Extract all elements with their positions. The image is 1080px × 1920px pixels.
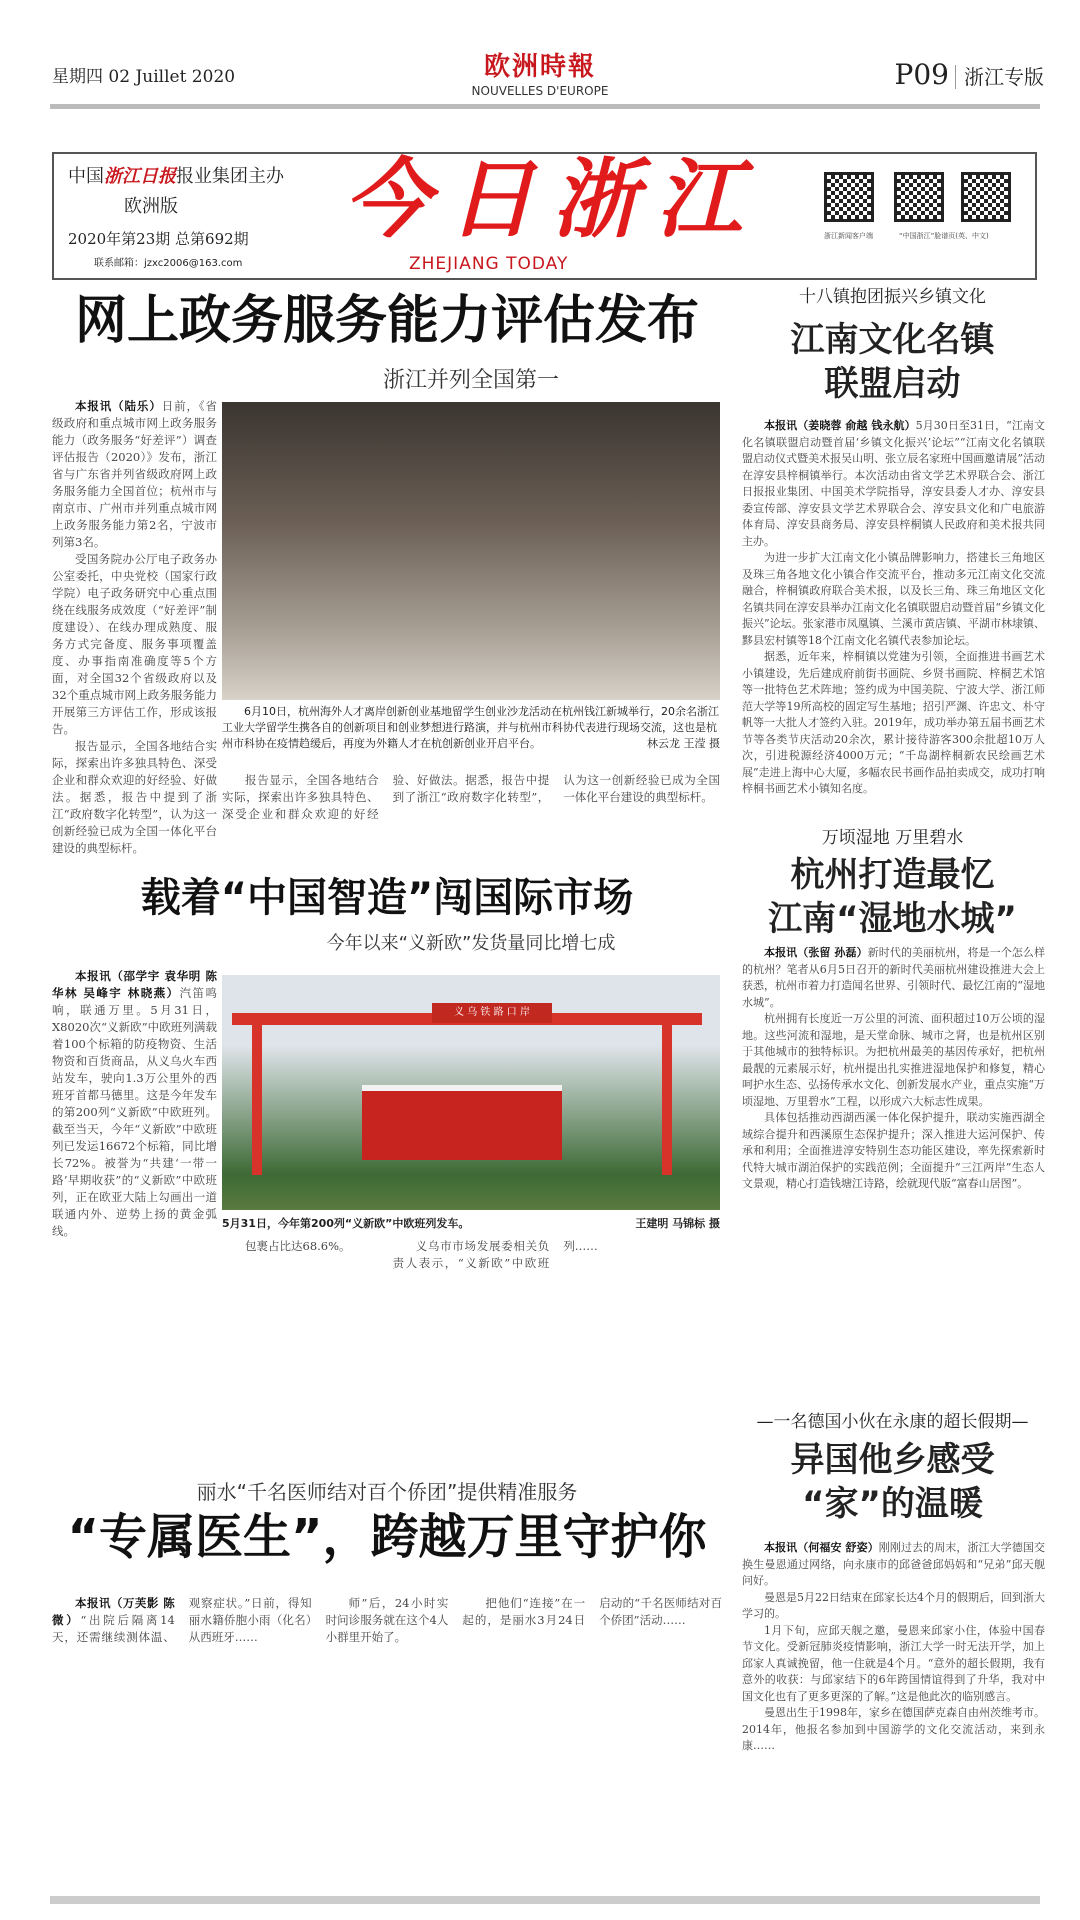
- qr-code-icon: [824, 172, 874, 222]
- right3-kicker: —一名德国小伙在永康的超长假期—: [756, 1412, 1029, 1432]
- right1-kicker: 十八镇抱团振兴乡镇文化: [799, 287, 986, 307]
- story2-headline: 载着“中国智造”闯国际市场: [140, 875, 634, 921]
- story1-caption: 6月10日，杭州海外人才离岸创新创业基地留学生创业沙龙活动在杭州钱江新城举行，20余名浙江工业大学留学生携各自的创新项目和创业梦想进行路演，并与杭州市科协代表进行现场交流，这也是杭州市科协在疫情趋缓后，再度为外籍人才在杭创新创业开启平台。 林云龙 王滢 摄: [222, 705, 720, 750]
- crane-leg: [252, 1025, 262, 1175]
- story1-subhead: 浙江并列全国第一: [382, 368, 559, 393]
- story1-photo: [222, 402, 720, 700]
- issue-date: 星期四 02 Juillet 2020: [52, 67, 236, 87]
- right2-body: 本报讯（张留 孙磊）新时代的美丽杭州，将是一个怎么样的杭州？笔者从6月5日召开的新时代美丽杭州建设推进大会上获悉，杭州市着力打造闻名世界、引领时代、最忆江南的“湿地水城”。 杭州拥有长度近一万公里的河流、面积超过10万公顷的湿地。这些河流和湿地，是天堂命脉、城市之肾，也是杭州区别于其他城市的独特标识。为把杭州最美的基因传承好，把杭州最靓的元素展示好，杭州提出扎实推进湿地保护和修复，精心呵护水生态、弘扬传承水文化、创新发展水产业，重点实施“万顷湿地、万里碧水”工程，以形成六大标志性成果。 具体包括推动西湖西溪一体化保护提升，联动实施西湖全域综合提升和西溪原生态保护提升；深入推进大运河保护、传承和利用；全面推进淳安特别生态功能区建设，率先探索新时代特大城市湖泊保护的实践范例；全面提升“三江两岸”生态人文景观，精心打造钱塘江诗路，绘就现代版“富春山居图”。: [742, 946, 1045, 1190]
- right1-headline: 江南文化名镇 联盟启动: [790, 320, 995, 404]
- story1-body-continued: 报告显示，全国各地结合实际，探索出许多独具特色、深受企业和群众欢迎的好经验、好做法。据悉，报告中提到了浙江“政府数字化转型”，认为这一创新经验已成为全国一体化平台建设的典型标杆。: [222, 773, 720, 821]
- masthead-title: 今日浙江: [344, 149, 760, 250]
- story2-body: 本报讯（邵学宇 袁华明 陈华林 吴峰宇 林晓燕）汽笛鸣响，联通万里。5月31日，X8020次“义新欧”中欧班列满载着100个标箱的防疫物资、生活物资和百货商品，从义乌火车西站发车，驶向1.3万公里外的西班牙首都马德里。这是今年发车的第200列“义新欧”中欧班列。截至当天，今年“义新欧”中欧班列已发运16672个标箱，同比增长72%。被誉为“共建‘一带一路’早期收获”的“义新欧”中欧班列，正在欧亚大陆上勾画出一道联通内外、逆势上扬的黄金弧线。: [52, 969, 217, 1238]
- story2-caption: 5月31日，今年第200列“义新欧”中欧班列发车。 王建明 马锦标 摄: [222, 1217, 720, 1230]
- right3-headline: 异国他乡感受 “家”的温暖: [790, 1440, 995, 1524]
- crane-leg: [662, 1025, 672, 1175]
- story2-photo: [222, 975, 720, 1210]
- masthead: 中国浙江日报报业集团主办 欧洲版 2020年第23期 总第692期 联系邮箱：jzxc2006@163.com 今日浙江 ZHEJIANG TODAY 浙江新闻客户端 “中国浙江”脸谱页(英、中文): [52, 152, 1037, 280]
- story1-body: 本报讯（陆乐）日前，《省级政府和重点城市网上政务服务能力（政务服务“好差评”）调查评估报告（2020）》发布，浙江省与广东省并列省级政府网上政务服务能力全国首位；杭州市与南京市、广州市并列重点城市网上政务服务能力第2名，宁波市列第3名。 受国务院办公厅电子政务办公室委托，中央党校（国家行政学院）电子政务研究中心重点围绕在线服务成效度（“好差评”制度建设）、在线办理成熟度、服务方式完备度、服务事项覆盖度、办事指南准确度等5个方面，对全国32个省级政府以及32个重点城市网上政务服务能力开展第三方评估工作，形成该报告。 报告显示，全国各地结合实际，探索出许多独具特色、深受企业和群众欢迎的好经验、好做法。据悉，报告中提到了浙江“政府数字化转型”，认为这一创新经验已成为全国一体化平台建设的典型标杆。: [52, 399, 217, 855]
- footer-rule: [50, 1896, 1040, 1904]
- newspaper-logo: 欧洲時報 NOUVELLES D'EUROPE: [471, 52, 609, 98]
- station-sign: 义 乌 铁 路 口 岸: [432, 1003, 552, 1023]
- train-locomotive: [362, 1085, 562, 1160]
- qr-code-icon: [961, 172, 1011, 222]
- page-label: P09 浙江专版: [894, 58, 1044, 91]
- qr-code-icon: [894, 172, 944, 222]
- story2-subhead: 今年以来“义新欧”发货量同比增七成: [326, 933, 616, 954]
- header-rule: [50, 104, 1040, 109]
- right2-headline: 杭州打造最忆 江南“湿地水城”: [768, 855, 1017, 939]
- story3-headline: “专属医生”，跨越万里守护你: [67, 1509, 707, 1565]
- right2-kicker: 万顷湿地 万里碧水: [821, 828, 964, 848]
- story3-kicker: 丽水“千名医师结对百个侨团”提供精准服务: [196, 1480, 578, 1504]
- right1-body: 本报讯（姜晓蓉 俞越 钱永航）5月30日至31日，“江南文化名镇联盟启动暨首届‘乡镇文化振兴’论坛”“江南文化名镇联盟启动仪式暨美术报吴山明、张立辰名家班中国画邀请展”活动在淳安县梓桐镇举行。本次活动由省文学艺术界联合会、浙江日报报业集团、中国美术学院指导，淳安县委人才办、淳安县委宣传部、淳安县文学艺术界联合会、淳安县文化和广电旅游体育局、淳安县商务局、淳安县梓桐镇人民政府和美术报共同主办。 为进一步扩大江南文化小镇品牌影响力，搭建长三角地区及珠三角各地文化小镇合作交流平台，推动多元江南文化交流融合，梓桐镇政府联合美术报，以及长三角、珠三角地区文化名镇共同在淳安县举办江南文化名镇联盟启动暨首届“乡镇文化振兴”论坛。张家港市凤凰镇、兰溪市黄店镇、平湖市林埭镇、黟县宏村镇等18个江南文化名镇代表参加论坛。 据悉，近年来，梓桐镇以党建为引领，全面推进书画艺术小镇建设，先后建成府前街书画院、乡贤书画院、梓桐艺术馆等一批特色艺术阵地；签约成为中国美院、宁波大学、浙江师范大学等19所高校的固定写生基地；招引严渊、许忠文、朴守帆等一大批人才签约入驻。2019年，成功举办第五届书画艺术节等各类节庆活动20余次，累计接待游客300余批超10万人次，引进税源经济4000万元；“千岛湖梓桐新农民绘画艺术展”走进上海中心大厦，多幅农民书画作品拍卖成交，成功打响梓桐书画艺术小镇知名度。: [742, 419, 1045, 795]
- story2-body-continued: 包裹占比达68.6%。 义乌市市场发展委相关负责人表示，“义新欧”中欧班列……: [245, 1239, 598, 1270]
- right3-body: 本报讯（何福安 舒姿）刚刚过去的周末，浙江大学德国交换生曼恩通过网络，向永康市的邱爸爸邱妈妈和“兄弟”邱天舰问好。 曼恩是5月22日结束在邱家长达4个月的假期后，回到浙大学习的。 1月下旬，应邱天舰之邀，曼恩来邱家小住，体验中国春节文化。受新冠肺炎疫情影响，浙江大学一时无法开学，加上邱家人真诚挽留，他一住就是4个月。“意外的超长假期，我有意外的收获：与邱家结下的6年跨国情谊得到了升华，我对中国文化也有了更多更深的了解。”这是他此次的临别感言。 曼恩出生于1998年，家乡在德国萨克森自由州茨维考市。2014年，他报名参加到中国游学的文化交流活动，来到永康……: [742, 1541, 1045, 1752]
- story1-headline: 网上政务服务能力评估发布: [74, 291, 699, 351]
- story3-body: 本报讯（万芙影 陈微）“出院后隔离14天，还需继续测体温、观察症状。”日前，得知丽水籍侨胞小雨（化名）从西班牙…… 师”后，24小时实时问诊服务就在这个4人小群里开始了。 把他们“连接”在一起的，是丽水3月24日启动的“千名医师结对百个侨团”活动……: [52, 1596, 722, 1644]
